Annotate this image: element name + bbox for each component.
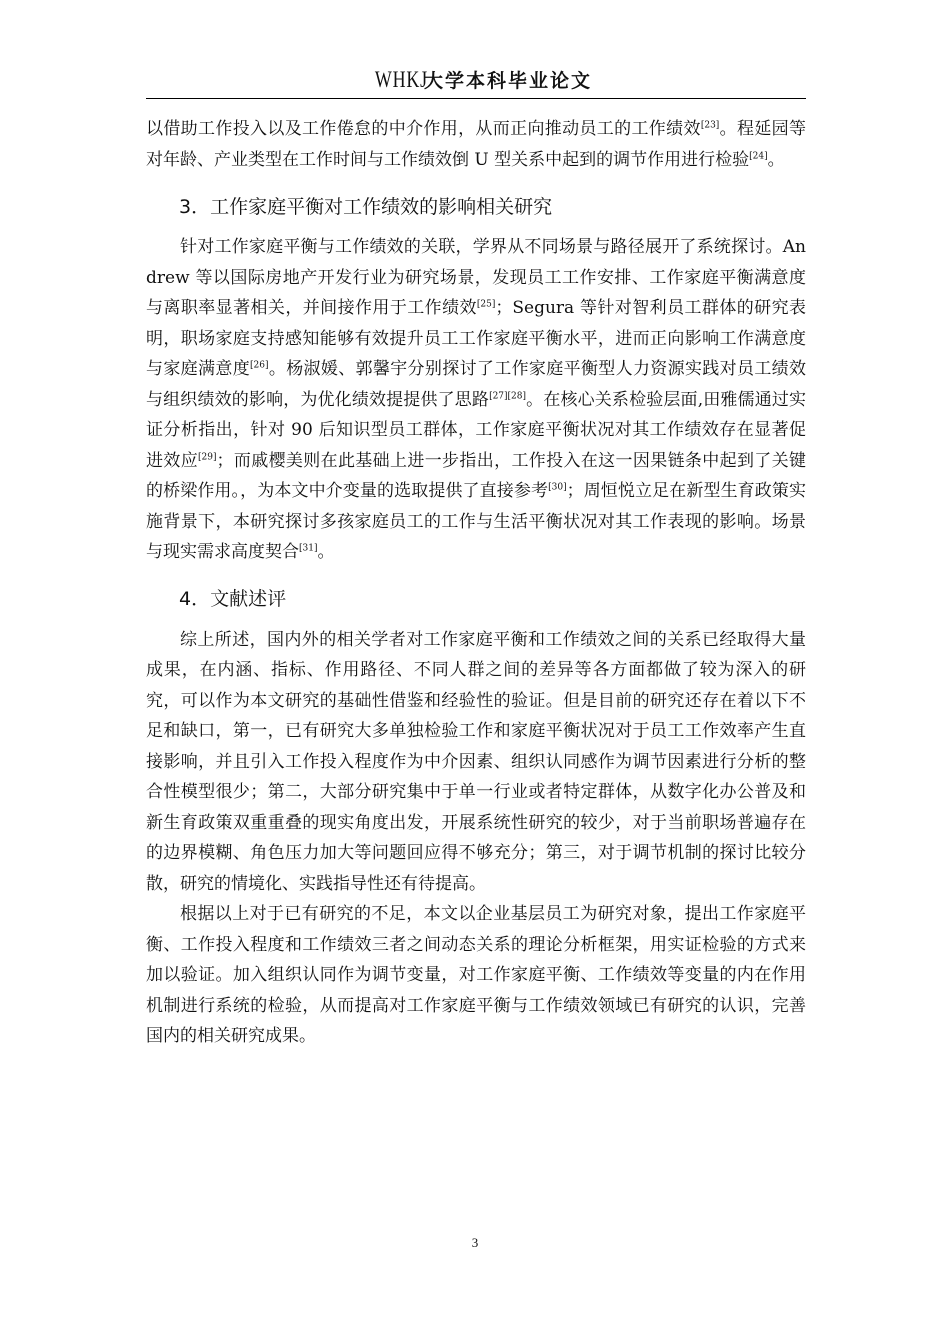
citation-ref: [26]: [250, 360, 269, 371]
paragraph-section-3: [146, 232, 806, 568]
section-heading-4: 4．文献述评: [179, 587, 287, 610]
header-title: 大学本科毕业论文: [423, 70, 592, 92]
text-span: 针对工作家庭平衡与工作绩效的关联，学界从不同场景与路径展开了系统探讨。Andrew 等以国际房地产开发行业为研究场景，发现员工工作安排、工作家庭平衡满意度与离职率显著相关，并间接作用于工作绩效: [146, 237, 806, 318]
text-span: 以借助工作投入以及工作倦怠的中介作用，从而正向推动员工的工作绩效: [146, 119, 701, 139]
text-span: 。杨淑媛、郭馨宇分别探讨了工作家庭平衡型人力资源实践对员工绩效与组织绩效的影响，为优化绩效提提供了思路: [146, 359, 807, 410]
citation-ref: [29]: [198, 451, 217, 462]
page-header: [146, 66, 806, 99]
text-span: ；Segura 等针对智利员工群体的研究表明，职场家庭支持感知能够有效提升员工工作家庭平衡水平，进而正向影响工作满意度与家庭满意度: [146, 298, 807, 379]
text-span: 。: [317, 542, 335, 562]
citation-ref: [25]: [476, 299, 496, 310]
citation-ref: [23]: [700, 120, 720, 131]
section-heading-3: 3．工作家庭平衡对工作绩效的影响相关研究: [179, 196, 553, 218]
paragraph-continued: [146, 114, 806, 175]
citation-ref: [24]: [749, 150, 768, 161]
paragraph-conclusion: 根据以上对于已有研究的不足，本文以企业基层员工为研究对象，提出工作家庭平衡、工作投入程度和工作绩效三者之间动态关系的理论分析框架，用实证检验的方式来加以验证。加入组织认同作为调节变量，对工作家庭平衡、工作绩效等变量的内在作用机制进行系统的检验，从而提高对工作家庭平衡与工作绩效领域已有研究的认识，完善国内的相关研究成果。: [146, 904, 806, 1046]
text-span: 。: [767, 149, 785, 170]
header-brand: WHKJ: [374, 67, 428, 92]
text-span: ；周恒悦立足在新型生育政策实施背景下，本研究探讨多孩家庭员工的工作与生活平衡状况对其工作表现的影响。场景与现实需求高度契合: [146, 481, 807, 562]
citation-ref: [31]: [299, 543, 318, 554]
text-span: 。程延园等对年龄、产业类型在工作时间与工作绩效倒 U 型关系中起到的调节作用进行检验: [146, 119, 807, 170]
text-span: ；而戚樱美则在此基础上进一步指出，工作投入在这一因果链条中起到了关键的桥梁作用。，为本文中介变量的选取提供了直接参考: [146, 450, 807, 501]
page-number: 3: [471, 1235, 479, 1250]
text-span: 。在核心关系检验层面,田雅儒通过实证分析指出，针对 90 后知识型员工群体，工作家庭平衡状况对其工作绩效存在显著促进效应: [146, 389, 807, 471]
citation-ref: [27][28]: [489, 390, 527, 401]
citation-ref: [30]: [548, 482, 567, 493]
paragraph-review: 综上所述，国内外的相关学者对工作家庭平衡和工作绩效之间的关系已经取得大量成果，在内涵、指标、作用路径、不同人群之间的差异等各方面都做了较为深入的研究，可以作为本文研究的基础性借鉴和经验性的验证。但是目前的研究还存在着以下不足和缺口，第一，已有研究大多单独检验工作和家庭平衡状况对于员工工作效率产生直接影响，并且引入工作投入程度作为中介因素、组织认同感作为调节因素进行分析的整合性模型很少；第二，大部分研究集中于单一行业或者特定群体，从数字化办公普及和新生育政策双重重叠的现实角度出发，开展系统性研究的较少，对于当前职场普遍存在的边界模糊、角色压力加大等问题回应得不够充分；第三，对于调节机制的探讨比较分散，研究的情境化、实践指导性还有待提高。: [146, 629, 806, 894]
page-body: [146, 114, 806, 1052]
